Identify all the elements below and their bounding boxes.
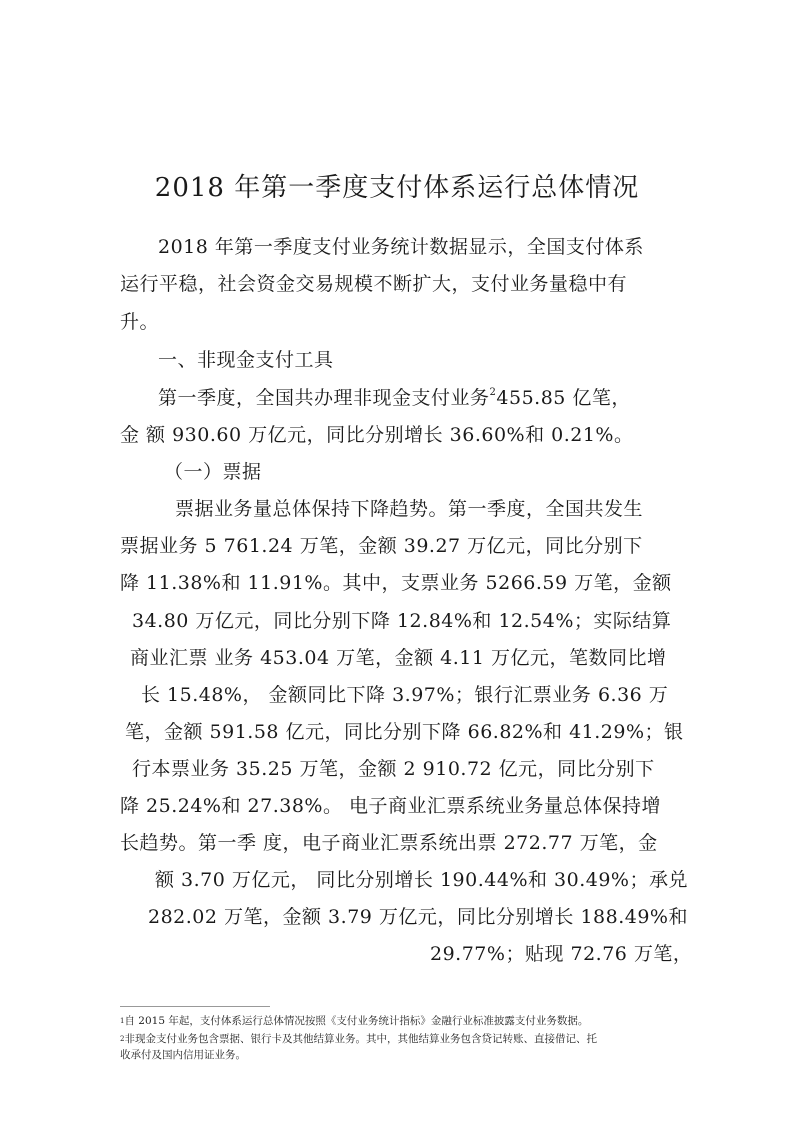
noncash-line-2: 金 额 930.60 万亿元，同比分别增长 36.60%和 0.21%。: [120, 424, 634, 446]
intro-line-2: 运行平稳，社会资金交易规模不断扩大，支付业务量稳中有: [120, 273, 628, 295]
bills-line-6: 长 15.48%， 金额同比下降 3.97%；银行汇票业务 6.36 万: [141, 684, 669, 706]
page-title: 2018 年第一季度支付体系运行总体情况: [154, 173, 640, 203]
section-heading-noncash: 一、非现金支付工具: [158, 349, 334, 371]
bills-line-9: 降 25.24%和 27.38%。 电子商业汇票系统业务量总体保持增: [120, 795, 662, 817]
bills-line-1: 票据业务量总体保持下降趋势。第一季度，全国共发生: [175, 498, 644, 520]
footnote-2: $^2$非现金支付业务包含票据、银行卡及其他结算业务。其中，其他结算业务包含贷记转账、直接借记、托: [120, 1033, 597, 1045]
intro-line-1: 2018 年第一季度支付业务统计数据显示，全国支付体系: [158, 236, 644, 258]
subsection-heading-bills: （一）票据: [164, 461, 262, 483]
intro-line-3: 升。: [120, 311, 160, 333]
bills-line-2: 票据业务 5 761.24 万笔，金额 39.27 万亿元，同比分别下: [120, 535, 643, 557]
bills-line-8: 行本票业务 35.25 万笔，金额 2 910.72 亿元，同比分别下: [132, 758, 655, 780]
noncash-line-1: 第一季度，全国共办理非现金支付业务$^2$455.85 亿笔，: [158, 387, 631, 409]
footnote-1: $^1$自 2015 年起，支付体系运行总体情况按照《支付业务统计指标》金融行业标准披露支付业务数据。: [120, 1015, 589, 1027]
footnote-divider: [120, 1006, 270, 1007]
bills-line-13: 29.77%；贴现 72.76 万笔，: [430, 943, 693, 965]
bills-line-11: 额 3.70 万亿元， 同比分别增长 190.44%和 30.49%；承兑: [155, 869, 688, 891]
bills-line-5: 商业汇票 业务 453.04 万笔，金额 4.11 万亿元，笔数同比增: [130, 647, 667, 669]
bills-line-4: 34.80 万亿元，同比分别下降 12.84%和 12.54%；实际结算: [132, 610, 672, 632]
bills-line-3: 降 11.38%和 11.91%。其中，支票业务 5266.59 万笔，金额: [120, 572, 672, 594]
footnote-ref-2[interactable]: 2: [489, 387, 497, 398]
bills-line-12: 282.02 万笔，金额 3.79 万亿元，同比分别增长 188.49%和: [148, 906, 688, 928]
bills-line-7: 笔，金额 591.58 亿元，同比分别下降 66.82%和 41.29%；银: [125, 721, 684, 743]
footnote-2-continued: 收承付及国内信用证业务。: [120, 1049, 246, 1061]
bills-line-10: 长趋势。第一季 度，电子商业汇票系统出票 272.77 万笔，金: [120, 832, 658, 854]
